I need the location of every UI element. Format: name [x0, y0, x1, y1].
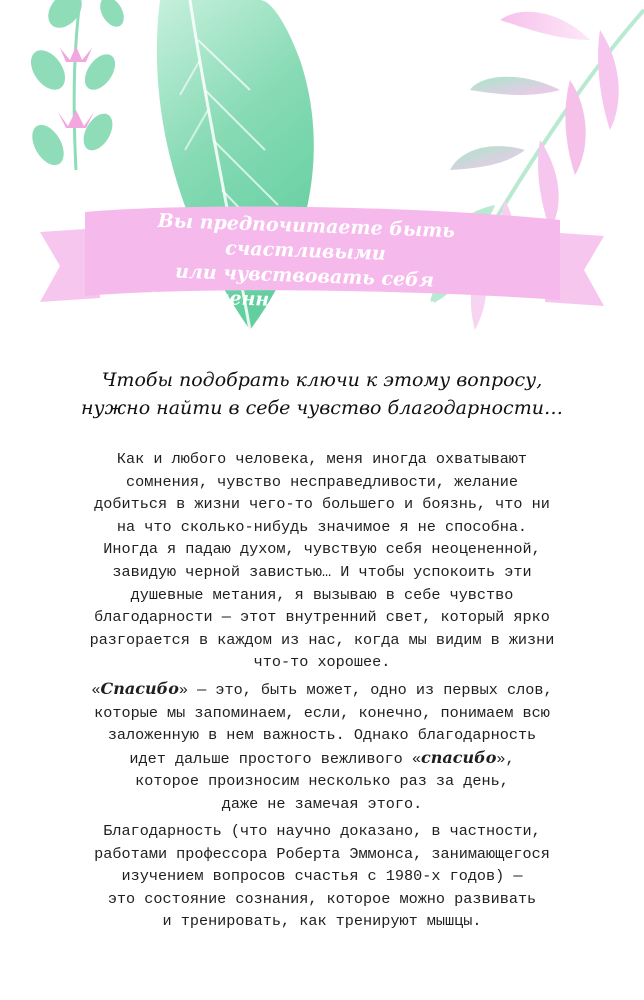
text-line: изучением вопросов счастья с 1980-х годов) — [121, 867, 523, 886]
text-line: благодарности — этот внутренний свет, который ярко [94, 608, 550, 627]
banner-line: или чувствовать себя [174, 260, 435, 292]
paragraph-3 [52, 820, 592, 933]
text-line: работами профессора Роберта Эммонса, занимающегося [94, 844, 550, 863]
paragraph-1 [52, 448, 592, 674]
text-line: на что сколько-нибудь значимое я не способна. [116, 517, 528, 536]
text-fragment: идет дальше простого вежливого « [129, 749, 422, 768]
text-line: завидую черной завистью… И чтобы успокоить эти [112, 562, 532, 581]
text-fragment: » — это, быть может, одно из первых слов, [178, 681, 553, 699]
text-line [52, 747, 592, 771]
text-line: которое произносим несколько раз за день, [135, 772, 509, 791]
text-line: это состояние сознания, которое можно развивать [107, 889, 537, 908]
text-line: которые мы запоминаем, если, конечно, понимаем всю [94, 703, 550, 722]
text-line: даже не замечая этого. [221, 794, 423, 813]
text-line: добиться в жизни чего-то большего и боязнь, что ни [94, 495, 550, 514]
subtitle-line: нужно найти в себе чувство благодарности… [81, 397, 563, 419]
text-line: заложенную в нем важность. Однако благодарность [107, 726, 537, 745]
text-line: Иногда я падаю духом, чувствую себя неоцененной, [103, 540, 541, 559]
banner-line: Вы предпочитаете быть счастливыми [157, 209, 456, 265]
text-line: Благодарность (что научно доказано, в частности, [103, 822, 541, 840]
thanks-word: спасибо [421, 747, 497, 767]
text-line: и тренировать, как тренируют мышцы. [162, 912, 482, 931]
paragraph-2 [52, 678, 592, 816]
text-line: Как и любого человека, меня иногда охватывают [116, 450, 528, 468]
text-line: сомнения, чувство несправедливости, желание [126, 472, 518, 491]
text-line [52, 678, 592, 702]
text-line: что-то хорошее. [253, 653, 391, 672]
thanks-word: Спасибо [100, 679, 179, 698]
subtitle [40, 366, 604, 422]
banner-question [88, 207, 521, 322]
text-line: душевные метания, я вызываю в себе чувство [130, 585, 514, 604]
text-fragment: », [496, 749, 515, 768]
banner-line: совершенно счастливыми? [146, 284, 461, 318]
quote-open: « [91, 681, 101, 699]
left-sprig-icon [24, 0, 129, 171]
text-line: разгорается в каждом из нас, когда мы видим в жизни [89, 630, 555, 649]
subtitle-line: Чтобы подобрать ключи к этому вопросу, [101, 369, 543, 391]
